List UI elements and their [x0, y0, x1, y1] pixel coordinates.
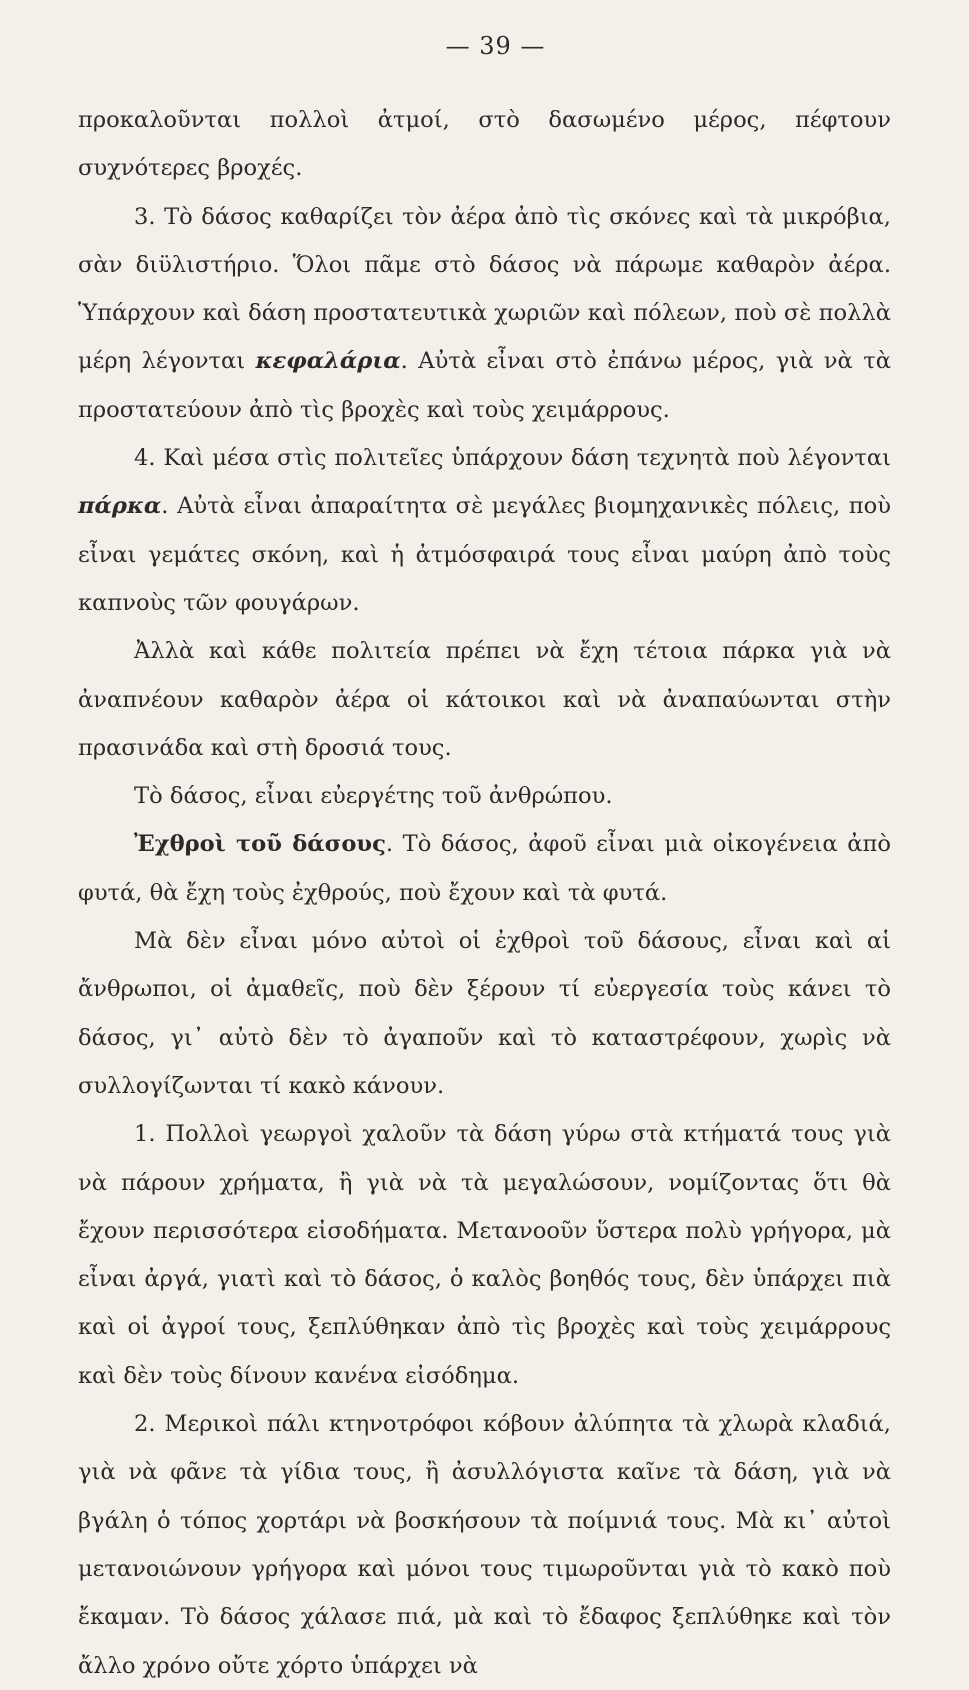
section-heading: Ἐχθροὶ τοῦ δάσους [134, 831, 386, 858]
paragraph [78, 772, 891, 820]
paragraph [78, 917, 891, 1110]
paragraph [78, 193, 891, 434]
paragraph [78, 96, 891, 193]
text-segment: . Αὐτὰ εἶναι ἀπαραίτητα σὲ μεγάλες βιομηχανικὲς πόλεις, ποὺ εἶναι γεμάτες σκόνη, καὶ ἡ ἀτμόσφαιρά τους εἶναι μαύρη ἀπὸ τοὺς καπνοὺς τῶν φουγάρων. [78, 493, 891, 616]
text-segment: 1. Πολλοὶ γεωργοὶ χαλοῦν τὰ δάση γύρω στὰ κτήματά τους γιὰ νὰ πάρουν χρήματα, ἢ γιὰ νὰ τὰ μεγαλώσουν, νομίζοντας ὅτι θὰ ἔχουν περισσότερα εἰσοδήματα. Μετανοοῦν ὕστερα πολὺ γρήγορα, μὰ εἶναι ἀργά, γιατὶ καὶ τὸ δάσος, ὁ καλὸς βοηθός τους, δὲν ὑπάρχει πιὰ καὶ οἱ ἀγροί τους, ξεπλύθηκαν ἀπὸ τὶς βροχὲς καὶ τοὺς χειμάρρους καὶ δὲν τοὺς δίνουν κανένα εἰσόδημα. [78, 1121, 891, 1389]
text-segment: Μὰ δὲν εἶναι μόνο αὐτοὶ οἱ ἐχθροὶ τοῦ δάσους, εἶναι καὶ αἱ ἄνθρωποι, οἱ ἀμαθεῖς, ποὺ δὲν ξέρουν τί εὐεργεσία τοὺς κάνει τὸ δάσος, γι᾽ αὐτὸ δὲν τὸ ἀγαποῦν καὶ τὸ καταστρέφουν, χωρὶς νὰ συλλογίζωνται τί κακὸ κάνουν. [78, 928, 891, 1099]
text-segment: . Αὐτὰ εἶναι στὸ ἐπάνω μέρος, γιὰ νὰ τὰ προστατεύουν ἀπὸ τὶς βροχὲς καὶ τοὺς χειμάρρους. [78, 348, 891, 423]
text-segment: . Τὸ δάσος, ἀφοῦ εἶναι μιὰ οἰκογένεια ἀπὸ φυτά, θὰ ἔχη τοὺς ἐχθρούς, ποὺ ἔχουν καὶ τὰ φυτά. [78, 831, 891, 906]
emphasis-term: πάρκα [78, 493, 162, 520]
emphasis-term: κεφαλάρια [255, 348, 401, 375]
text-segment: Τὸ δάσος, εἶναι εὐεργέτης τοῦ ἀνθρώπου. [134, 783, 613, 810]
page-number: — 39 — [445, 32, 546, 60]
paragraph [78, 820, 891, 917]
paragraph [78, 1110, 891, 1400]
text-segment: προκαλοῦνται πολλοὶ ἀτμοί, στὸ δασωμένο μέρος, πέφτουν συχνότερες βροχές. [78, 107, 891, 182]
text-segment: 2. Μερικοὶ πάλι κτηνοτρόφοι κόβουν ἀλύπητα τὰ χλωρὰ κλαδιά, γιὰ νὰ φᾶνε τὰ γίδια τους, ἢ ἀσυλλόγιστα καῖνε τὰ δάση, γιὰ νὰ βγάλη ὁ τόπος χορτάρι νὰ βοσκήσουν τὰ ποίμνιά τους. Μὰ κι᾽ αὐτοὶ μετανοιώνουν γρήγορα καὶ μόνοι τους τιμωροῦνται γιὰ τὸ κακὸ ποὺ ἔκαμαν. Τὸ δάσος χάλασε πιά, μὰ καὶ τὸ ἔδαφος ξεπλύθηκε καὶ τὸν ἄλλο χρόνο οὔτε χόρτο ὑπάρχει νὰ [78, 1411, 891, 1679]
body-text [78, 96, 891, 1690]
text-segment: Ἀλλὰ καὶ κάθε πολιτεία πρέπει νὰ ἔχη τέτοια πάρκα γιὰ νὰ ἀναπνέουν καθαρὸν ἀέρα οἱ κάτοικοι καὶ νὰ ἀναπαύωνται στὴν πρασινάδα καὶ στὴ δροσιά τους. [78, 638, 891, 761]
paragraph [78, 627, 891, 772]
paragraph [78, 1400, 891, 1690]
text-segment: 3. Τὸ δάσος καθαρίζει τὸν ἀέρα ἀπὸ τὶς σκόνες καὶ τὰ μικρόβια, σὰν διϋλιστήριο. Ὅλοι πᾶμε στὸ δάσος νὰ πάρωμε καθαρὸν ἀέρα. Ὑπάρχουν καὶ δάση προστατευτικὰ χωριῶν καὶ πόλεων, ποὺ σὲ πολλὰ μέρη λέγονται [78, 203, 891, 375]
text-segment: 4. Καὶ μέσα στὶς πολιτεῖες ὑπάρχουν δάση τεχνητὰ ποὺ λέγονται [134, 445, 891, 472]
paragraph [78, 434, 891, 627]
